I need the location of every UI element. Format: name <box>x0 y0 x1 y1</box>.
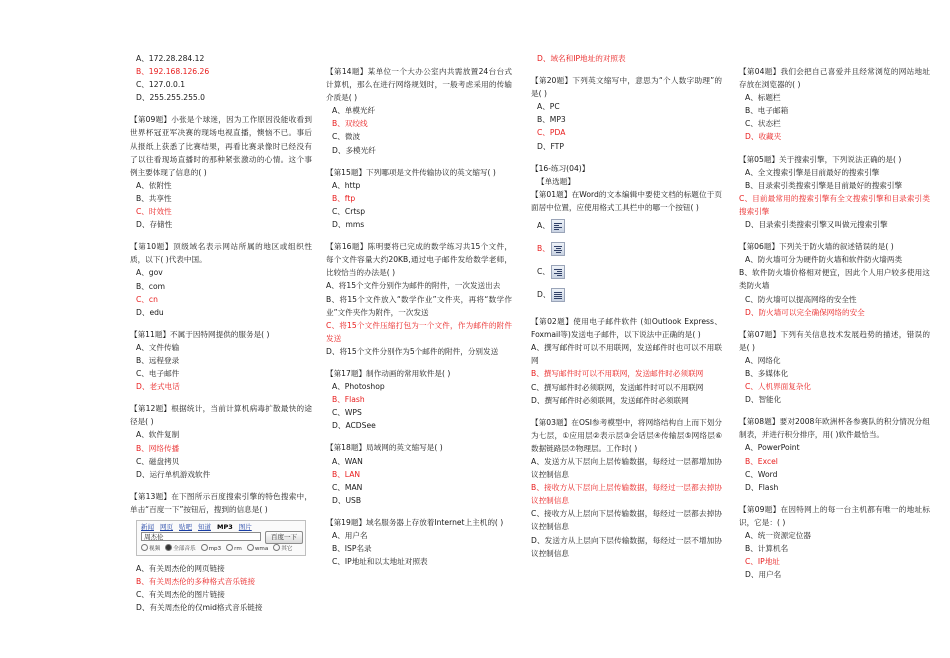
justify-icon <box>551 288 565 302</box>
q15-option-d: D、mms <box>332 220 365 230</box>
q12-option-c: C、磁盘拷贝 <box>136 456 180 466</box>
q12-option-b-answer: B、网络传播 <box>136 443 180 453</box>
question-01-stem: 【第01题】在Word的文本编辑中要使文档的标题位于页面居中位置，应使用格式工具栏中的哪一个按钮( ) <box>531 189 722 212</box>
q16-option-c-answer: C、将15个文件压缩打包为一个文件，作为邮件的附件发送 <box>326 320 512 343</box>
question-19-stem: 【第19题】域名服务器上存放着Internet上主机的( ) <box>326 517 504 527</box>
q01-option-b-answer: B、 <box>531 237 722 260</box>
q09-option-b: B、共享性 <box>136 193 172 203</box>
tab-news: 新闻 <box>141 523 154 531</box>
prev-option-c: C、127.0.0.1 <box>136 80 186 90</box>
q18-option-c: C、MAN <box>332 482 363 492</box>
q15-option-a: A、http <box>332 180 361 190</box>
radio-rm: rm <box>226 544 242 553</box>
q04-option-c: C、状态栏 <box>745 119 781 129</box>
question-09-stem: 【第09题】小张是个球迷，因为工作原因没能收看到世界杯冠亚军决赛的现场电视直播，懊恼不已。事后从报纸上获悉了比赛结果，再看比赛录像时已经没有了以往看现场直播时的那种紧张激动的心情。这个事例主要体现了信息的( ) <box>130 115 312 177</box>
q14-option-a: A、单模光纤 <box>332 106 376 116</box>
q16-option-a: A、将15个文件分别作为邮件的附件，一次发送出去 <box>326 281 501 291</box>
q10-option-d: D、edu <box>136 307 164 317</box>
question-07-stem: 【第07题】下列有关信息技术发展趋势的描述，错误的是( ) <box>739 329 930 352</box>
q05-option-d: D、目录索引类搜索引擎又叫做元搜索引擎 <box>745 220 888 230</box>
q12-option-d: D、运行单机游戏软件 <box>136 469 211 479</box>
question-06-stem: 【第06题】下列关于防火墙的叙述错误的是( ) <box>739 242 894 252</box>
q18-option-d: D、USB <box>332 495 362 505</box>
question-15-stem: 【第15题】下列哪项是文件传输协议的英文缩写( ) <box>326 167 496 177</box>
tab-tieba: 贴吧 <box>179 523 192 531</box>
q03-option-b-answer: B、接收方从下层向上层传输数据，每经过一层都去掉协议控制信息 <box>531 483 722 506</box>
q19-option-d-answer: D、域名和IP地址的对照表 <box>537 54 626 63</box>
q08-option-b-answer: B、Excel <box>745 456 778 466</box>
q09-option-a: A、依附性 <box>136 180 172 190</box>
q14-option-d: D、多模光纤 <box>332 145 376 155</box>
radio-wma: wma <box>247 544 268 553</box>
question-04-stem: 【第04题】我们会把自己喜爱并且经常浏览的网站地址存放在浏览器的( ) <box>739 67 930 90</box>
q19-option-c: C、IP地址和以太地址对照表 <box>332 557 428 567</box>
q02-option-d: D、撰写邮件时必须联网，发送邮件时必须联网 <box>531 395 689 405</box>
q03-option-d: D、发送方从上层向下层传输数据，每经过一层不增加协议控制信息 <box>531 535 722 558</box>
question-10-stem: 【第10题】顶级域名表示网站所属的地区或组织性质，以下( )代表中国。 <box>130 242 312 265</box>
q19-option-b: B、ISP名录 <box>332 544 372 554</box>
q06-option-d-answer: D、防火墙可以完全确保网络的安全 <box>745 307 865 317</box>
q20-option-c-answer: C、PDA <box>537 128 566 138</box>
question-18-stem: 【第18题】局域网的英文缩写是( ) <box>326 443 443 453</box>
q01-option-d: D、 <box>531 283 722 306</box>
question-17-stem: 【第17题】制作动画的常用软件是( ) <box>326 368 451 378</box>
radio-video: 视频 <box>141 544 160 553</box>
q10-option-b: B、com <box>136 281 166 291</box>
subsection-heading: 【单选题】 <box>537 176 575 186</box>
q02-option-b-answer: B、撰写邮件时可以不用联网，发送邮件时必须联网 <box>531 369 704 379</box>
question-16-stem: 【第16题】陈明要将已完成的数学练习共15个文件，每个文件容量大约20KB,通过电子邮件发给数学老师，比较恰当的办法是( ) <box>326 242 512 278</box>
q06-option-b: B、软件防火墙价格相对便宜，因此个人用户较多使用这类防火墙 <box>739 268 930 291</box>
q09-option-d: D、存储性 <box>136 220 173 230</box>
q07-option-c-answer: C、人机界面复杂化 <box>745 382 812 392</box>
q16-option-b: B、将15个文件放入“数学作业”文件夹，再将“数学作业”文件夹作为附件，一次发送 <box>326 294 512 317</box>
radio-other: 其它 <box>273 544 292 553</box>
align-right-icon <box>551 265 565 279</box>
q19-option-a: A、用户名 <box>332 531 368 540</box>
q06-option-a: A、防火墙可分为硬件防火墙和软件防火墙两类 <box>745 255 903 265</box>
q13-option-d: D、有关周杰伦的仅mid格式音乐链接 <box>136 603 263 613</box>
q02-option-a: A、撰写邮件时可以不用联网，发送邮件时也可以不用联网 <box>531 343 722 366</box>
question-09b-stem: 【第09题】在因特网上的每一台主机都有唯一的地址标识，它是：( ) <box>739 504 930 527</box>
baidu-search-screenshot <box>136 520 306 556</box>
column-1 <box>130 52 312 614</box>
q18-option-b-answer: B、LAN <box>332 469 361 479</box>
q01-option-a: A、 <box>531 214 722 237</box>
radio-mp3: mp3 <box>201 544 222 553</box>
q09b-option-b: B、计算机名 <box>745 544 789 554</box>
section-heading: 【16-练习(04)】 <box>531 163 590 173</box>
q09b-option-c-answer: C、IP地址 <box>745 557 780 567</box>
q05-option-a: A、全文搜索引擎是目前最好的搜索引擎 <box>745 167 880 177</box>
q20-option-b: B、MP3 <box>537 115 566 125</box>
baidu-search-button: 百度一下 <box>265 531 303 544</box>
format-radio-group <box>141 544 292 553</box>
q08-option-a: A、PowerPoint <box>745 443 800 453</box>
question-12-stem: 【第12题】根据统计，当前计算机病毒扩散最快的途径是( ) <box>130 404 312 427</box>
q12-option-a: A、软件复制 <box>136 430 180 440</box>
q13-option-c: C、有关周杰伦的图片链接 <box>136 590 225 600</box>
question-02-stem: 【第02题】使用电子邮件软件 (如Outlook Express、Foxmail等)发送电子邮件，以下说法中正确的是( ) <box>531 317 722 340</box>
q14-option-b-answer: B、双绞线 <box>332 119 368 129</box>
question-03-stem: 【第03题】在OSI参考模型中，将网络结构自上而下划分为七层，①应用层②表示层③会话层④传输层⑤网络层⑥数据链路层⑦物理层。工作时( ) <box>531 417 722 453</box>
align-left-icon <box>551 219 565 233</box>
q10-option-a: A、gov <box>136 268 163 278</box>
radio-all-music: 全部音乐 <box>165 544 195 553</box>
question-20-stem: 【第20题】下列英文缩写中，意思为“个人数字助理”的是( ) <box>531 76 722 99</box>
q18-option-a: A、WAN <box>332 456 363 466</box>
tab-zhidao: 知道 <box>198 523 211 531</box>
q09b-option-d: D、用户名 <box>745 570 782 580</box>
question-11-stem: 【第11题】不属于因特网提供的服务是( ) <box>130 329 270 339</box>
q17-option-b-answer: B、Flash <box>332 395 365 405</box>
q04-option-b: B、电子邮箱 <box>745 106 789 116</box>
q14-option-c: C、微波 <box>332 132 361 142</box>
question-05-stem: 【第05题】关于搜索引擎，下列说法正确的是( ) <box>739 154 902 164</box>
q17-option-c: C、WPS <box>332 408 362 418</box>
q08-option-d: D、Flash <box>745 482 779 492</box>
q20-option-d: D、FTP <box>537 141 564 151</box>
q11-option-d-answer: D、老式电话 <box>136 382 180 392</box>
q16-option-d: D、将15个文件分别作为5个邮件的附件，分别发送 <box>326 346 499 356</box>
q20-option-a: A、PC <box>537 102 560 112</box>
prev-option-b-answer: B、192.168.126.26 <box>136 67 210 77</box>
q13-option-a: A、有关周杰伦的网页链接 <box>136 564 225 573</box>
q07-option-b: B、多媒体化 <box>745 368 789 378</box>
q03-option-c: C、接收方从上层向下层传输数据，每经过一层都去掉协议控制信息 <box>531 509 722 532</box>
prev-option-a: A、172.28.284.12 <box>136 54 205 63</box>
q11-option-a: A、文件传输 <box>136 342 180 352</box>
q07-option-a: A、网络化 <box>745 355 781 365</box>
question-08-stem: 【第08题】要对2008年欧洲杯各参赛队的积分情况分组制表，并进行积分排序，用( )软件最恰当。 <box>739 417 930 440</box>
q11-option-c: C、电子邮件 <box>136 369 180 379</box>
q09b-option-a: A、统一资源定位器 <box>745 531 811 540</box>
search-query-box: 周杰伦 <box>141 532 261 541</box>
q15-option-c: C、Crtsp <box>332 206 366 216</box>
search-category-tabs <box>141 523 252 531</box>
tab-mp3: MP3 <box>217 523 233 531</box>
prev-option-d: D、255.255.255.0 <box>136 93 205 103</box>
tab-web: 网页 <box>160 523 173 531</box>
column-2 <box>326 65 512 568</box>
q04-option-d-answer: D、收藏夹 <box>745 132 782 142</box>
q06-option-c: C、防火墙可以提高网络的安全性 <box>745 294 857 304</box>
q09-option-c-answer: C、时效性 <box>136 207 172 217</box>
q05-option-b: B、目录索引类搜索引擎是目前最好的搜索引擎 <box>745 180 903 190</box>
q13-option-b-answer: B、有关周杰伦的多种格式音乐链接 <box>136 577 256 587</box>
question-13-stem: 【第13题】在下图所示百度搜索引擎的特色搜索中，单击“百度一下”按钮后，搜到的信息是( ) <box>130 491 312 514</box>
q05-option-c-answer: C、目前最常用的搜索引擎有全文搜索引擎和目录索引类搜索引擎 <box>739 193 930 216</box>
q17-option-a: A、Photoshop <box>332 382 385 392</box>
question-14-stem: 【第14题】某单位一个大办公室内共需放置24台台式计算机，那么在进行网络规划时，一般考虑采用的传输介质是( ) <box>326 67 512 103</box>
q07-option-d: D、智能化 <box>745 395 782 405</box>
q10-option-c-answer: C、cn <box>136 294 158 304</box>
column-4 <box>739 65 930 581</box>
q11-option-b: B、远程登录 <box>136 355 180 365</box>
q15-option-b-answer: B、ftp <box>332 193 356 203</box>
q02-option-c: C、撰写邮件时必须联网，发送邮件时可以不用联网 <box>531 382 704 392</box>
q03-option-a: A、发送方从下层向上层传输数据，每经过一层都增加协议控制信息 <box>531 456 722 480</box>
q04-option-a: A、标题栏 <box>745 93 781 103</box>
q08-option-c: C、Word <box>745 469 778 479</box>
align-center-icon <box>551 242 565 256</box>
tab-images: 图片 <box>238 523 252 531</box>
column-3 <box>531 52 722 560</box>
q01-option-c: C、 <box>531 260 722 283</box>
q17-option-d: D、ACDSee <box>332 421 376 431</box>
